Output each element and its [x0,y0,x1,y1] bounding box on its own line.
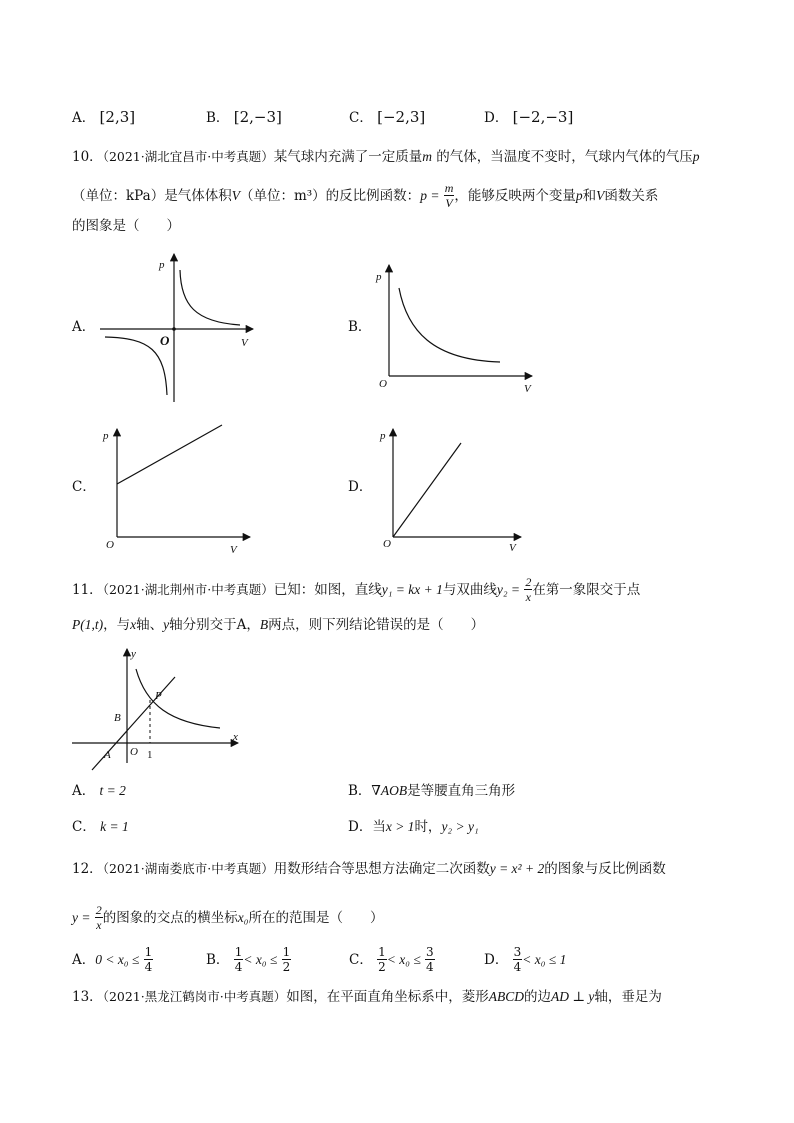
q10-graph-b [372,260,537,395]
q10-text-1: 某气球内充满了一定质量 [273,149,423,165]
q10-option-c-label: C． [72,479,96,495]
q10-var-p-2: p [575,188,583,203]
q10-graph-d [375,425,535,555]
q12-a-fraction: $\frac{1}{4}$ [144,945,153,974]
q10-source: （2021·湖北宜昌市·中考真题） [102,149,274,164]
q10-option-d-label: D． [348,479,373,495]
q10-line-2 [72,182,658,211]
q11-option-d-label: D． [348,819,373,835]
q11-option-d-text-2: 时， [414,819,442,835]
q11-option-a-label: A． [72,783,96,799]
svg-text:O: O [130,746,138,758]
q10-line-3: 的图象是（ ） [72,218,180,234]
q10-line2-b: （单位：m³）的反比例函数： [239,188,421,204]
svg-text:V: V [509,542,516,554]
q10-text-2: 的气体，当温度不变时，气球内气体的气压 [431,149,693,165]
q12-number: 12． [72,861,103,877]
q10-option-a-label: A． [72,319,96,335]
q12-c-fraction-1: $\frac{1}{2}$ [378,945,386,974]
q11-var-B: B [259,617,269,632]
q9-option-c-value: [−2,3] [377,108,426,126]
q12-text-4: 所在的范围是（ ） [248,910,384,926]
q10-line2-d: 和 [582,188,597,204]
q12-text-1: 用数形结合等思想方法确定二次函数 [273,861,490,877]
svg-text:p: p [380,430,386,442]
q13-number: 13． [72,989,103,1005]
svg-text:p: p [376,271,382,283]
q12-option-a: A．0 < x₀ ≤ $\frac{1}{4}$ [72,945,153,974]
q9-option-a-label: A． [72,110,96,126]
line [393,443,461,537]
q13-side-AD: AD ⊥ y [550,989,595,1004]
q9-option-d-label: D． [484,110,509,126]
q11-option-d-result: y₂ > y₁ [441,819,479,834]
line [117,425,222,484]
q12-text-3: 的图象的交点的横坐标 [102,910,238,926]
q12-d-fraction-1: $\frac{3}{4}$ [513,945,522,974]
q11-option-a-text: t = 2 [99,783,126,798]
q11-hyperbola-fraction: $\frac{2}{x}$ [525,575,532,604]
q12-quadratic: y = x² + 2 [489,861,545,876]
q10-formula-fraction: $\frac{m}{V}$ [444,181,454,210]
curve [399,288,500,362]
q11-line2-a: ，与 [103,617,131,633]
svg-text:P: P [155,690,162,702]
q11-line-1 [72,576,640,605]
q10-line2-c: ，能够反映两个变量 [454,188,576,204]
q11-source: （2021·湖北荆州市·中考真题） [102,582,274,597]
svg-text:O: O [383,538,391,550]
q11-text-3: 在第一象限交于点 [532,582,641,598]
axis-p-label: p [159,259,165,271]
q9-option-a-value: [2,3] [99,108,136,126]
q10-graph-c [100,425,260,555]
q11-var-x: x [130,617,137,632]
q10-var-p: p [692,149,700,164]
q10-line2-e: 函数关系 [604,188,659,204]
q10-var-V-2: V [596,188,605,203]
svg-text:B: B [114,712,121,724]
q9-option-c-label: C． [349,110,373,126]
svg-text:A: A [104,749,111,761]
q11-line2-c: 轴分别交于A， [169,617,260,633]
axis-V-label: V [241,337,248,349]
q12-option-c: C． $\frac{1}{2}$ < x₀ ≤ $\frac{3}{4}$ [349,945,434,974]
svg-text:O: O [106,539,114,551]
q11-line2-d: 两点，则下列结论错误的是（ ） [268,617,485,633]
q12-option-b: B． $\frac{1}{4}$ < x₀ ≤ $\frac{1}{2}$ [206,945,291,974]
q10-number: 10． [72,149,103,165]
q11-hyperbola-lhs: y₂ = [496,582,521,597]
q11-option-d-text-1: 当 [372,819,386,835]
hyperbola-y2 [136,669,220,728]
branch-quadrant-1 [180,270,240,325]
q10-option-b-label: B． [348,319,372,335]
svg-text:V: V [524,383,531,395]
q12-inverse-fraction: $\frac{2}{x}$ [95,903,102,932]
q13-text-2: 的边 [523,989,551,1005]
q11-point-P: P(1,t) [72,617,104,632]
q13-shape-ABCD: ABCD [488,989,524,1004]
svg-text:O: O [379,378,387,390]
q12-var-x0: x₀ [237,910,249,925]
q12-line-1 [72,862,666,877]
q10-graph-a [95,250,260,405]
q11-number: 11． [72,582,103,598]
q13-source: （2021·黑龙江鹤岗市·中考真题） [102,989,287,1004]
q10-var-V: V [231,188,240,203]
q12-option-d: D． $\frac{3}{4}$ < x₀ ≤ 1 [484,945,567,974]
q10-var-m: m [422,149,432,164]
q11-option-b-text: 是等腰直角三角形 [407,783,516,799]
q11-option-d-condition: x > 1 [385,819,415,834]
q11-line-equation: y₁ = kx + 1 [381,582,443,597]
q10-line-1 [72,150,700,165]
q13-line-1 [72,990,662,1005]
q11-option-b-symbol: ∇AOB [371,783,408,798]
q12-b-fraction-1: $\frac{1}{4}$ [234,945,243,974]
q9-option-b-label: B． [206,110,230,126]
q12-line-2 [72,904,383,933]
origin-label: O [160,333,170,348]
q9-option-b-value: [2,−3] [233,108,282,126]
q11-line2-b: 轴、 [136,617,164,633]
svg-text:p: p [103,430,109,442]
q12-c-fraction-2: $\frac{3}{4}$ [426,945,434,974]
q10-formula-lhs: p = [420,188,440,203]
q13-text-1: 如图，在平面直角坐标系中，菱形 [286,989,489,1005]
q10-line2-a: （单位：kPa）是气体体积 [72,188,232,204]
branch-quadrant-3 [105,337,167,395]
q12-text-2: 的图象与反比例函数 [544,861,666,877]
q11-var-y: y [163,617,170,632]
q9-option-d-value: [−2,−3] [512,108,574,126]
svg-text:x: x [233,731,238,743]
q11-text-2: 与双曲线 [442,582,497,598]
q11-line-2 [72,618,484,633]
q13-text-3: 轴，垂足为 [594,989,662,1005]
q11-option-c-text: k = 1 [100,819,129,834]
q11-option-c-label: C． [72,819,96,835]
q12-source: （2021·湖南娄底市·中考真题） [102,861,274,876]
svg-text:1: 1 [147,749,153,761]
q12-b-fraction-2: $\frac{1}{2}$ [282,945,291,974]
q11-figure [70,645,245,770]
q12-inverse-lhs: y = [72,910,91,925]
svg-text:y: y [131,648,136,660]
q11-text-1: 已知：如图，直线 [273,582,382,598]
svg-text:V: V [230,544,237,556]
q11-option-b-label: B． [348,783,372,799]
